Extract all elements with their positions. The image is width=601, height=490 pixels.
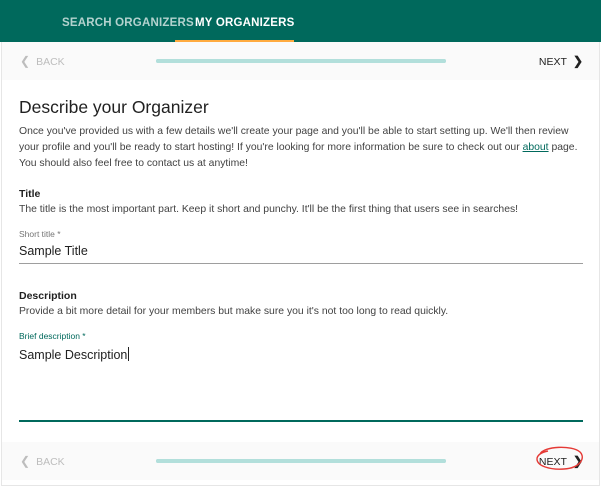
short-title-underline	[19, 263, 583, 264]
short-title-input[interactable]: Sample Title	[19, 244, 88, 258]
chevron-right-icon: ❯	[572, 454, 583, 468]
progress-bar-bottom	[156, 459, 446, 463]
title-section-heading: Title	[19, 188, 41, 200]
description-section-description: Provide a bit more detail for your members but make sure you it's not too long to read quickly.	[19, 306, 449, 317]
description-section-heading: Description	[19, 290, 77, 302]
page-title: Describe your Organizer	[19, 97, 209, 117]
title-section-description: The title is the most important part. Keep it short and punchy. It'll be the first thing that users see in searches!	[19, 204, 519, 215]
tab-my-organizers[interactable]: MY ORGANIZERS	[195, 17, 295, 29]
next-button-label: NEXT	[538, 56, 567, 68]
intro-text	[19, 124, 584, 172]
text-cursor	[128, 347, 129, 361]
next-button-bottom[interactable]	[539, 442, 583, 480]
back-button-label: BACK	[36, 456, 65, 468]
intro-text-start: Once you've provided us with a few details we'll create your page and you'll be able to start setting up. We'll then review your profile and you'll be ready to start hosting! If you're looking for more information be sure to check out our	[19, 126, 569, 153]
chevron-left-icon: ❮	[20, 454, 31, 468]
tab-search-organizers[interactable]: SEARCH ORGANIZERS	[62, 17, 194, 29]
short-title-label: Short title *	[19, 229, 61, 239]
brief-description-textarea[interactable]	[19, 347, 129, 362]
back-button-bottom[interactable]	[20, 442, 65, 480]
chevron-left-icon: ❮	[20, 54, 31, 68]
brief-description-underline	[19, 420, 583, 422]
top-tab-bar	[0, 0, 601, 42]
about-link[interactable]: about	[522, 142, 549, 153]
brief-description-value: Sample Description	[19, 348, 128, 362]
next-button-label: NEXT	[538, 456, 567, 468]
stepper-nav-bottom	[2, 442, 599, 480]
back-button-top[interactable]	[20, 42, 65, 80]
organizer-form-card	[1, 42, 600, 486]
intro-text-end: page. You should also feel free to contact us at anytime!	[19, 142, 578, 169]
progress-bar-top	[156, 59, 446, 63]
chevron-right-icon: ❯	[572, 54, 583, 68]
stepper-nav-top	[2, 42, 599, 80]
progress-fill-top	[156, 59, 446, 63]
next-button-top[interactable]	[539, 42, 583, 80]
progress-fill-bottom	[156, 459, 446, 463]
back-button-label: BACK	[36, 56, 65, 68]
brief-description-label: Brief description *	[19, 331, 86, 341]
